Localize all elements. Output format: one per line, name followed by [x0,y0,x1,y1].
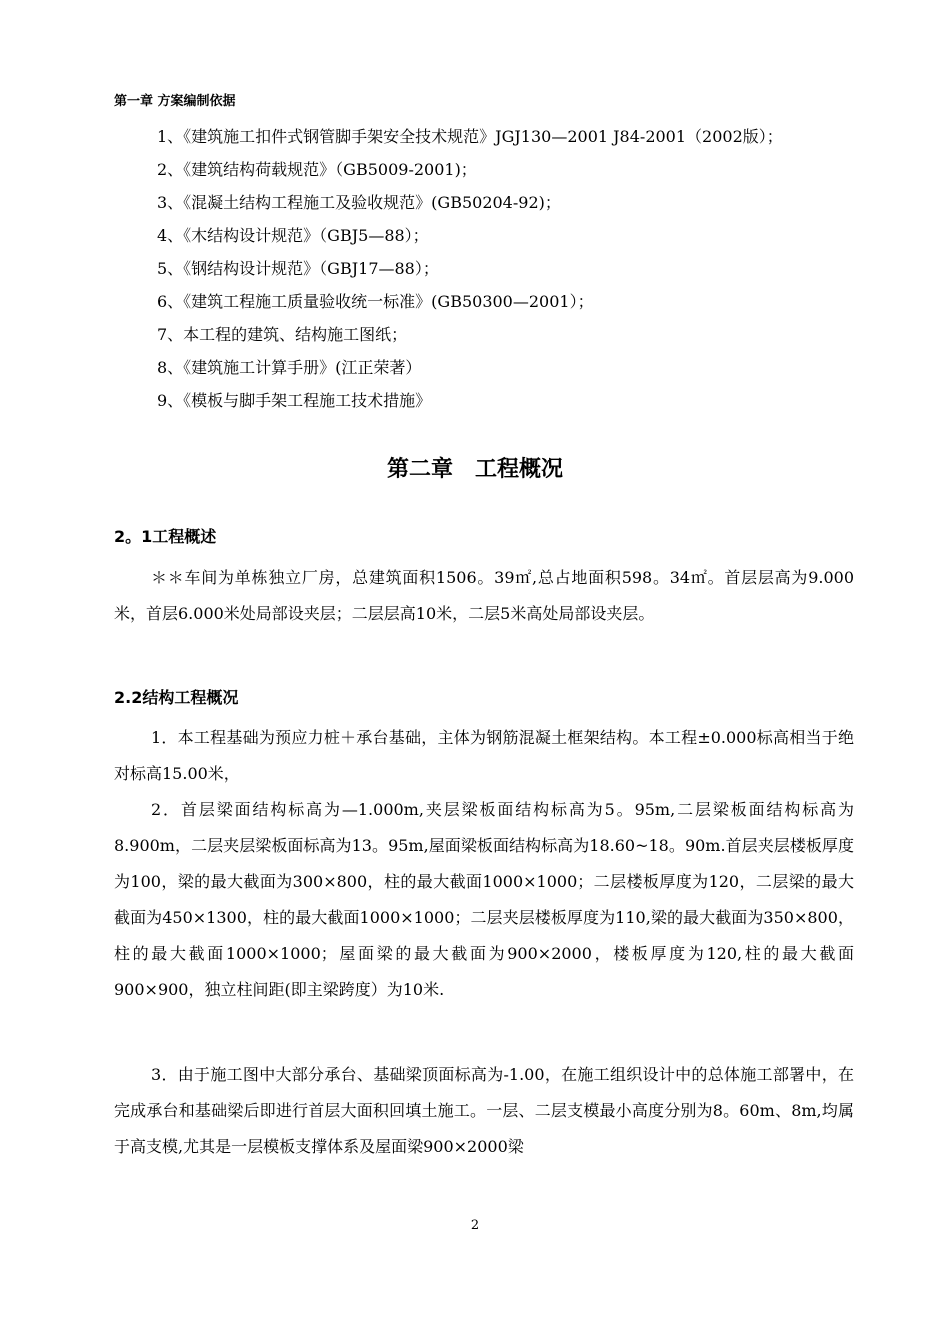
section-2-2-title: 2.2结构工程概况 [114,688,239,707]
section-2-2-paragraph-2: 2．首层梁面结构标高为—1.000m,夹层梁板面结构标高为5。95m,二层梁板面结构标高为8.900m，二层夹层梁板面标高为13。95m,屋面梁板面结构标高为18.60~18。90m.首层夹层楼板厚度为100，梁的最大截面为300×800，柱的最大截面1000×1000；二层楼板厚度为120，二层梁的最大截面为450×1300，柱的最大截面1000×1000；二层夹层楼板厚度为110,梁的最大截面为350×800，柱的最大截面1000×1000；屋面梁的最大截面为900×2000，楼板厚度为120,柱的最大截面900×900，独立柱间距(即主梁跨度）为10米. [114,800,854,999]
chapter1-title: 第一章 方案编制依据 [114,94,236,109]
reference-item: 9、《模板与脚手架工程施工技术措施》 [157,391,432,410]
section-2-1-paragraph: ＊＊车间为单栋独立厂房，总建筑面积1506。39㎡,总占地面积598。34㎡。首层层高为9.000米，首层6.000米处局部设夹层；二层层高10米，二层5米高处局部设夹层。 [114,568,854,623]
reference-item: 6、《建筑工程施工质量验收统一标准》(GB50300—2001）； [157,292,594,311]
reference-item: 2、《建筑结构荷载规范》（GB5009-2001)； [157,160,477,179]
reference-item: 4、《木结构设计规范》（GBJ5—88）； [157,226,429,245]
page-number: 2 [470,1218,480,1233]
reference-item: 8、《建筑施工计算手册》(江正荣著） [157,358,422,377]
reference-item: 1、《建筑施工扣件式钢管脚手架安全技术规范》JGJ130—2001 J84-2001（2002版）； [157,127,783,146]
reference-list [114,122,834,419]
section-2-2-paragraph-3: 3．由于施工图中大部分承台、基础梁顶面标高为-1.00，在施工组织设计中的总体施工部署中，在完成承台和基础梁后即进行首层大面积回填土施工。一层、二层支模最小高度分别为8。60m、8m,均属于高支模,尤其是一层模板支撑体系及屋面梁900×2000梁 [114,1065,854,1156]
reference-item: 5、《钢结构设计规范》（GBJ17—88）； [157,259,439,278]
chapter2-title: 第二章 工程概况 [386,457,563,482]
reference-item: 7、本工程的建筑、结构施工图纸； [157,325,408,344]
section-2-1-title: 2。1工程概述 [114,527,217,546]
section-2-2-paragraph-1: 1．本工程基础为预应力桩＋承台基础，主体为钢筋混凝土框架结构。本工程±0.000标高相当于绝对标高15.00米， [114,728,854,783]
reference-item: 3、《混凝土结构工程施工及验收规范》(GB50204-92)； [157,193,561,212]
